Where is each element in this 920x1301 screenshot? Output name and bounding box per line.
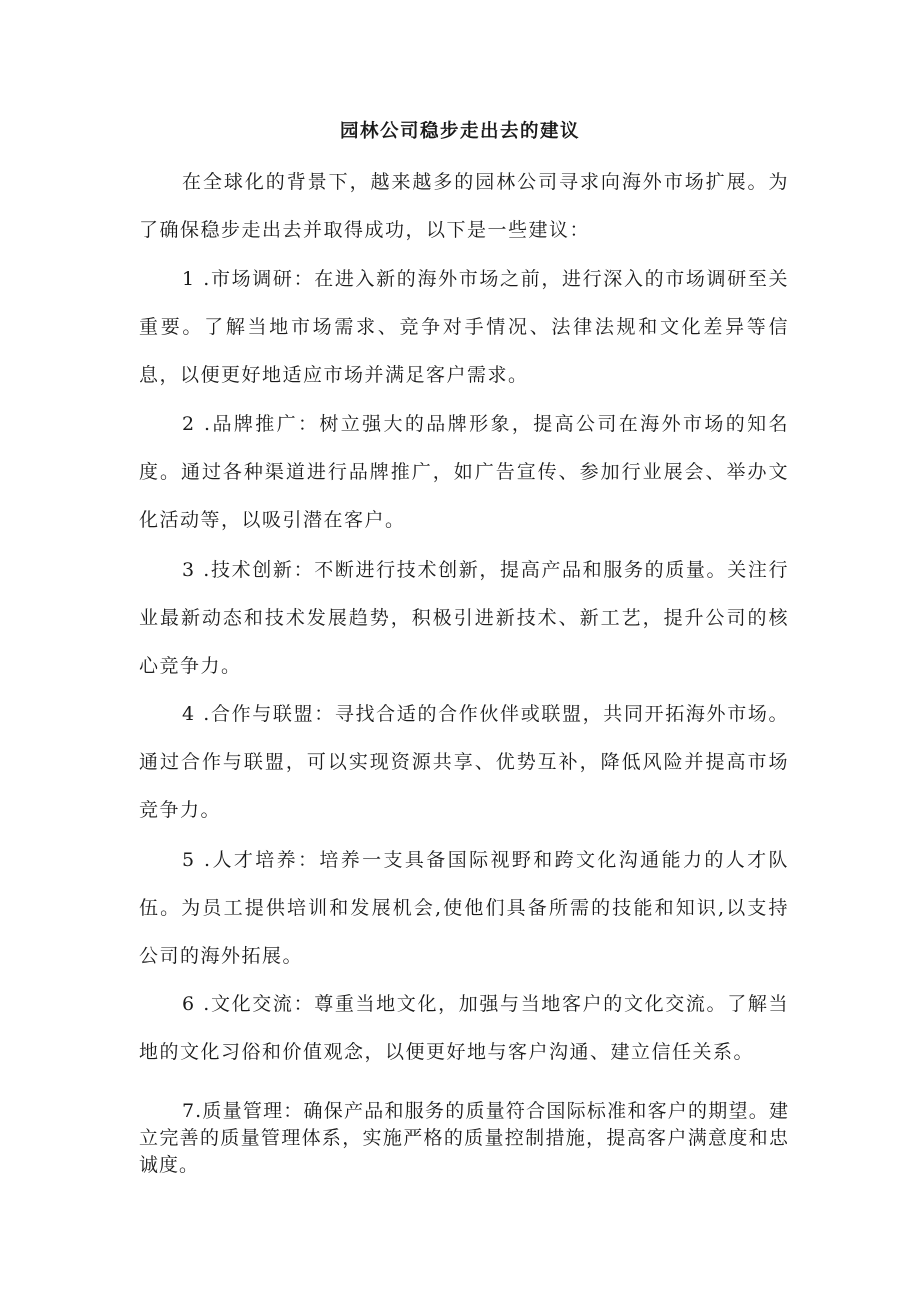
point-brand-promotion: 2 .品牌推广：树立强大的品牌形象，提高公司在海外市场的知名度。通过各种渠道进行品牌推广，如广告宣传、参加行业展会、举办文化活动等，以吸引潜在客户。 [139, 413, 789, 531]
intro-paragraph: 在全球化的背景下，越来越多的园林公司寻求向海外市场扩展。为了确保稳步走出去并取得成功，以下是一些建议： [139, 171, 789, 241]
document-title: 园林公司稳步走出去的建议 [339, 121, 580, 142]
point-market-research: 1 .市场调研：在进入新的海外市场之前，进行深入的市场调研至关重要。了解当地市场需求、竞争对手情况、法律法规和文化差异等信息，以便更好地适应市场并满足客户需求。 [139, 268, 789, 386]
point-tech-innovation: 3 .技术创新：不断进行技术创新，提高产品和服务的质量。关注行业最新动态和技术发展趋势，积极引进新技术、新工艺，提升公司的核心竞争力。 [139, 559, 789, 677]
point-talent-training: 5 .人才培养：培养一支具备国际视野和跨文化沟通能力的人才队伍。为员工提供培训和发展机会,使他们具备所需的技能和知识,以支持公司的海外拓展。 [139, 849, 789, 967]
point-cultural-exchange: 6 .文化交流：尊重当地文化，加强与当地客户的文化交流。了解当地的文化习俗和价值观念，以便更好地与客户沟通、建立信任关系。 [139, 993, 789, 1063]
point-quality-management: 7.质量管理：确保产品和服务的质量符合国际标准和客户的期望。建立完善的质量管理体系，实施严格的质量控制措施，提高客户满意度和忠诚度。 [139, 1100, 789, 1176]
point-cooperation-alliance: 4 .合作与联盟：寻找合适的合作伙伴或联盟，共同开拓海外市场。通过合作与联盟，可以实现资源共享、优势互补，降低风险并提高市场竞争力。 [139, 703, 789, 821]
